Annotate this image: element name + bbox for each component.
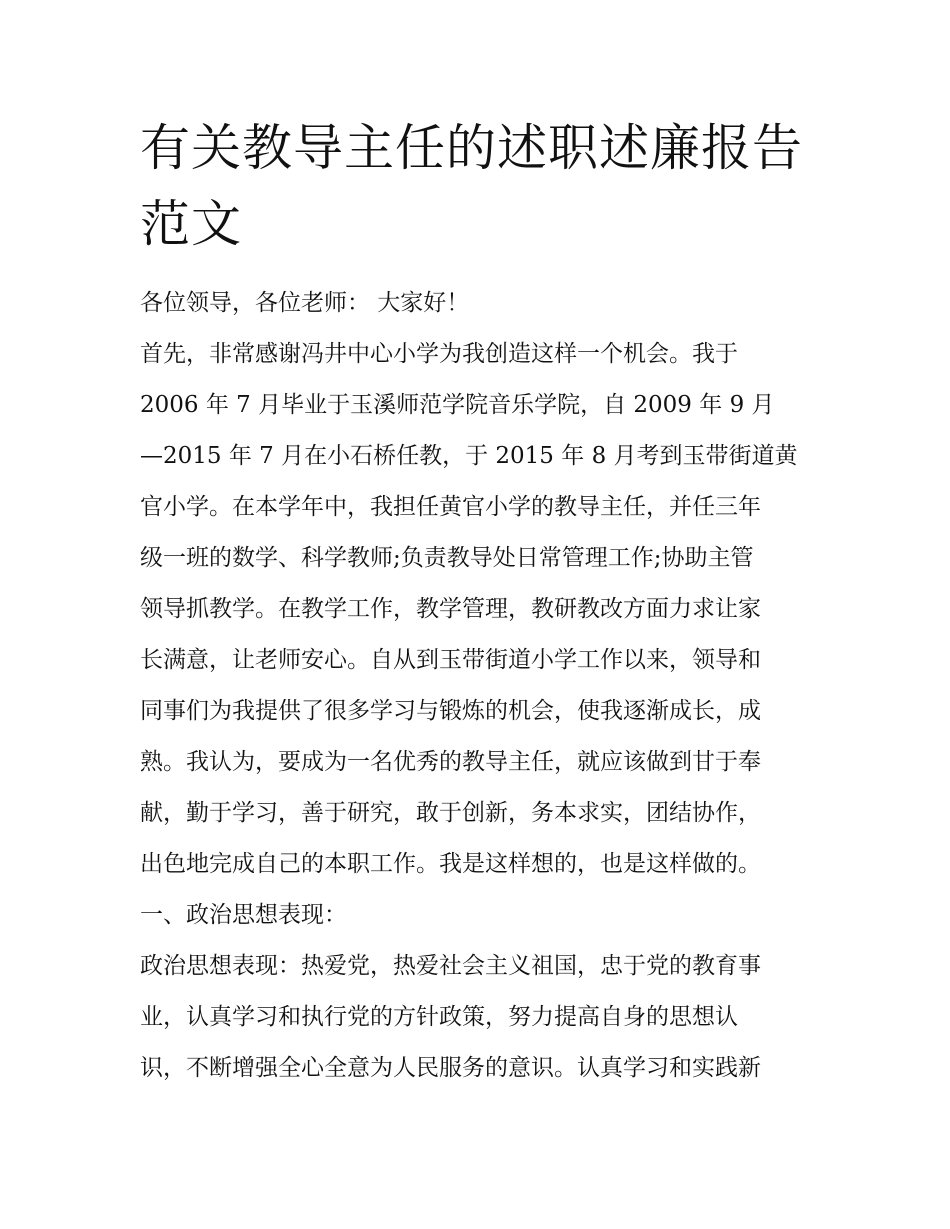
text-line: 业，认真学习和执行党的方针政策，努力提高自身的思想认	[140, 1004, 738, 1030]
text-line: 首先，非常感谢冯井中心小学为我创造这样一个机会。我于	[140, 341, 738, 367]
text-line: 领导抓教学。在教学工作，教学管理，教研教改方面力求让家	[140, 596, 761, 622]
document-body	[140, 278, 815, 1094]
text-line: 官小学。在本学年中，我担任黄官小学的教导主任，并任三年	[140, 494, 761, 520]
text-line: 2006 年 7 月毕业于玉溪师范学院音乐学院，自 2009 年 9 月	[140, 392, 775, 418]
section-heading: 一、政治思想表现：	[140, 902, 347, 928]
text-line: 同事们为我提供了很多学习与锻炼的机会，使我逐渐成长，成	[140, 698, 761, 724]
text-line: 级一班的数学、科学教师;负责教导处日常管理工作;协助主管	[140, 545, 754, 571]
text-line: 识，不断增强全心全意为人民服务的意识。认真学习和实践新	[140, 1055, 761, 1081]
document-title	[140, 110, 820, 262]
text-line: 献，勤于学习，善于研究，敢于创新，务本求实，团结协作，	[140, 800, 761, 826]
text-line: 政治思想表现：热爱党，热爱社会主义祖国，忠于党的教育事	[140, 953, 761, 979]
text-line: 熟。我认为，要成为一名优秀的教导主任，就应该做到甘于奉	[140, 749, 761, 775]
text-line: 各位领导，各位老师： 大家好！	[140, 290, 470, 316]
text-line: 出色地完成自己的本职工作。我是这样想的，也是这样做的。	[140, 851, 761, 877]
text-line: 长满意，让老师安心。自从到玉带街道小学工作以来，领导和	[140, 647, 761, 673]
title-line: 范文	[140, 195, 242, 253]
text-line: —2015 年 7 月在小石桥任教，于 2015 年 8 月考到玉带街道黄	[140, 443, 798, 469]
title-line: 有关教导主任的述职述廉报告	[140, 119, 803, 177]
